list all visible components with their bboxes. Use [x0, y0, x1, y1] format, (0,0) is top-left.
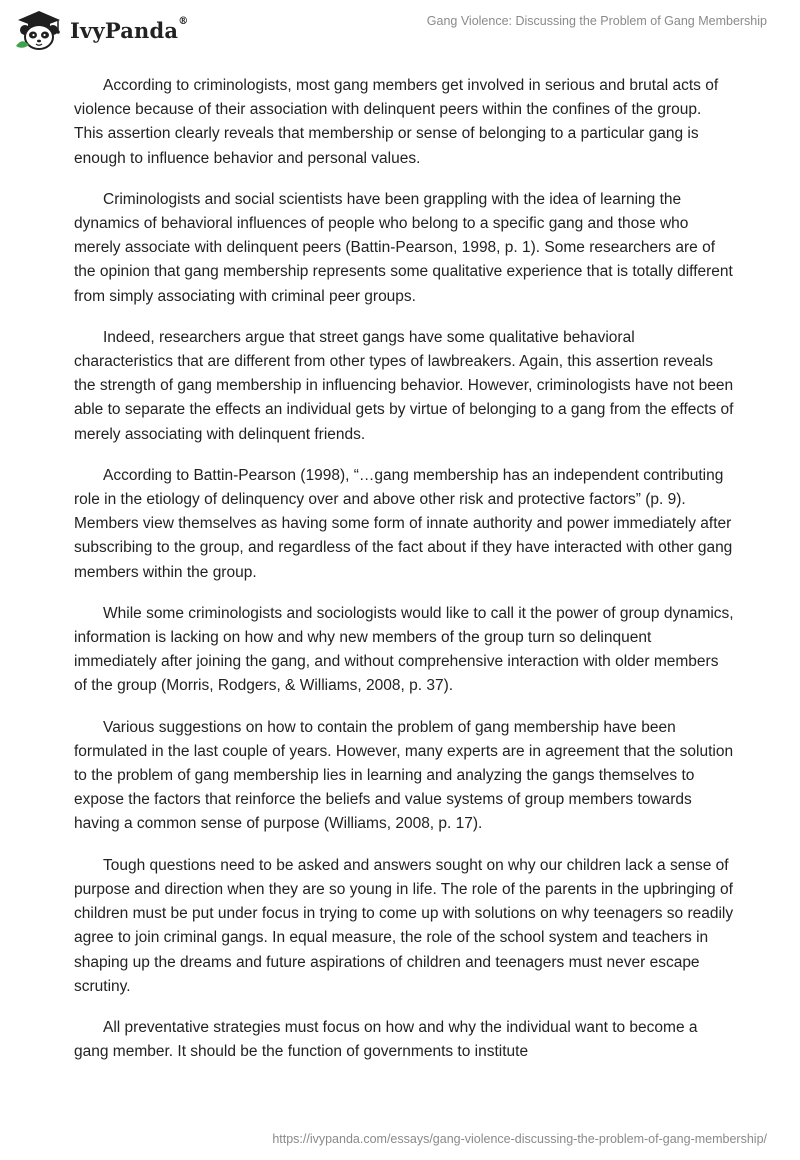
- essay-body: [74, 74, 734, 1081]
- paragraph: According to Battin-Pearson (1998), “…gang membership has an independent contributing role in the etiology of delinquency over and above other risk and protective factors” (p. 9). Members view themselves as having some form of innate authority and power immediately after subscribing to the group, and regardless of the fact about if they have interacted with other gang members within the group.: [74, 466, 733, 581]
- page-header: [0, 0, 800, 60]
- paragraph: While some criminologists and sociologists would like to call it the power of group dynamics, information is lacking on how and why new members of the group turn so delinquent immediately after joining the gang, and without comprehensive interaction with older members of the group (Morris, Rodgers, & Williams, 2008, p. 37).: [74, 604, 734, 695]
- brand-name: IvyPanda®: [70, 15, 189, 43]
- paragraph: Criminologists and social scientists have been grappling with the idea of learning the dynamics of behavioral influences of people who belong to a specific gang and those who merely associate with delinquent peers (Battin-Pearson, 1998, p. 1). Some researchers are of the opinion that gang membership represents some qualitative experience that is totally different from simply associating with criminal peer groups.: [74, 190, 733, 305]
- source-url[interactable]: https://ivypanda.com/essays/gang-violence-discussing-the-problem-of-gang-membership/: [272, 1132, 767, 1146]
- ivypanda-logo[interactable]: [14, 9, 188, 51]
- paragraph: All preventative strategies must focus on how and why the individual want to become a gang member. It should be the function of governments to institute: [74, 1018, 698, 1061]
- paragraph: Indeed, researchers argue that street gangs have some qualitative behavioral characteristics that are different from other types of lawbreakers. Again, this assertion reveals the strength of gang membership in influencing behavior. However, criminologists have not been able to separate the effects an individual gets by virtue of belonging to a gang from the effects of merely associating with delinquent friends.: [74, 328, 734, 443]
- document-title: Gang Violence: Discussing the Problem of Gang Membership: [426, 14, 767, 28]
- panda-graduate-logo-icon: [14, 9, 64, 51]
- paragraph: According to criminologists, most gang members get involved in serious and brutal acts of violence because of their association with delinquent peers within the confines of the group. This assertion clearly reveals that membership or sense of belonging to a particular gang is enough to influence behavior and personal values.: [74, 77, 719, 167]
- paragraph: Tough questions need to be asked and answers sought on why our children lack a sense of purpose and direction when they are so young in life. The role of the parents in the upbringing of children must be put under focus in trying to come up with solutions on why teenagers so readily agree to join criminal gangs. In equal measure, the role of the school system and teachers in shaping up the dreams and future aspirations of children and teenagers must never escape scrutiny.: [74, 856, 734, 995]
- paragraph: Various suggestions on how to contain the problem of gang membership have been formulated in the last couple of years. However, many experts are in agreement that the solution to the problem of gang membership lies in learning and analyzing the gangs themselves to expose the factors that reinforce the beliefs and value systems of group members towards having a common sense of purpose (Williams, 2008, p. 17).: [74, 718, 734, 833]
